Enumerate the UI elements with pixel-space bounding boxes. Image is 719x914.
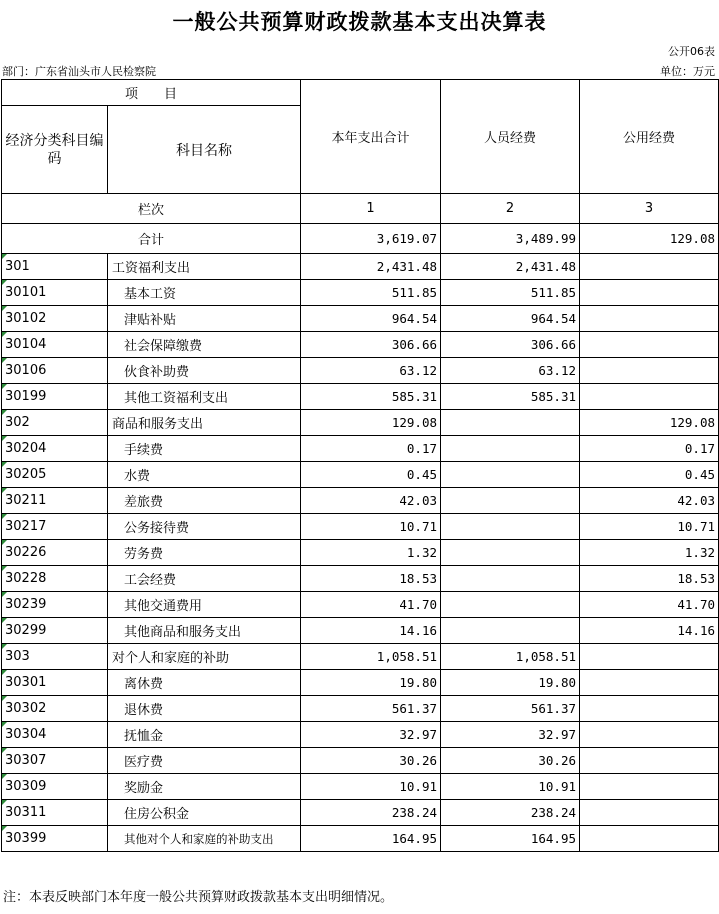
- header-econ-code: 经济分类科目编码: [2, 106, 108, 194]
- row-name: 公务接待费: [108, 514, 301, 540]
- row-code: [2, 280, 108, 306]
- row-personnel: 964.54: [441, 306, 580, 332]
- row-name: 伙食补助费: [108, 358, 301, 384]
- row-name: 奖励金: [108, 774, 301, 800]
- row-total: 42.03: [301, 488, 441, 514]
- cell-marker-icon: [2, 696, 7, 701]
- row-code-text: 30228: [5, 571, 47, 586]
- cell-marker-icon: [2, 540, 7, 545]
- row-public: [580, 670, 719, 696]
- header-subject-name: 科目名称: [108, 106, 301, 194]
- row-public: 10.71: [580, 514, 719, 540]
- row-total: 10.71: [301, 514, 441, 540]
- budget-table: [1, 79, 719, 852]
- cell-marker-icon: [2, 774, 7, 779]
- row-code: [2, 332, 108, 358]
- row-public: [580, 332, 719, 358]
- row-code: [2, 774, 108, 800]
- table-row: [2, 280, 719, 306]
- row-public: [580, 306, 719, 332]
- table-row: [2, 358, 719, 384]
- cell-marker-icon: [2, 618, 7, 623]
- table-row: [2, 462, 719, 488]
- row-code-text: 30309: [5, 779, 47, 794]
- row-public: [580, 644, 719, 670]
- row-code-text: 30307: [5, 753, 47, 768]
- row-code: [2, 696, 108, 722]
- table-row: [2, 254, 719, 280]
- table-row: [2, 332, 719, 358]
- column-index-2: 2: [441, 194, 580, 224]
- row-personnel: 585.31: [441, 384, 580, 410]
- row-public: 129.08: [580, 410, 719, 436]
- cell-marker-icon: [2, 722, 7, 727]
- row-total: 511.85: [301, 280, 441, 306]
- row-personnel: 10.91: [441, 774, 580, 800]
- cell-marker-icon: [2, 384, 7, 389]
- row-code: [2, 384, 108, 410]
- header-personnel: 人员经费: [441, 80, 580, 194]
- row-code: [2, 800, 108, 826]
- row-code: [2, 592, 108, 618]
- row-code-text: 30106: [5, 363, 47, 378]
- table-row: [2, 644, 719, 670]
- column-index-row: [2, 194, 719, 224]
- row-total: 2,431.48: [301, 254, 441, 280]
- cell-marker-icon: [2, 800, 7, 805]
- row-personnel: 306.66: [441, 332, 580, 358]
- row-name: 其他交通费用: [108, 592, 301, 618]
- unit-label: 单位：万元: [660, 65, 715, 78]
- row-code-text: 302: [5, 415, 30, 430]
- row-public: [580, 384, 719, 410]
- row-name: 工资福利支出: [108, 254, 301, 280]
- row-code: [2, 722, 108, 748]
- row-total: 0.45: [301, 462, 441, 488]
- summary-label: 合计: [2, 224, 301, 254]
- row-total: 561.37: [301, 696, 441, 722]
- table-row: [2, 488, 719, 514]
- table-row: [2, 618, 719, 644]
- summary-public: 129.08: [580, 224, 719, 254]
- row-personnel: [441, 410, 580, 436]
- cell-marker-icon: [2, 462, 7, 467]
- row-code: [2, 748, 108, 774]
- row-personnel: [441, 592, 580, 618]
- cell-marker-icon: [2, 514, 7, 519]
- row-name: 基本工资: [108, 280, 301, 306]
- row-personnel: 164.95: [441, 826, 580, 852]
- summary-row: [2, 224, 719, 254]
- row-public: 18.53: [580, 566, 719, 592]
- cell-marker-icon: [2, 566, 7, 571]
- table-row: [2, 436, 719, 462]
- summary-personnel: 3,489.99: [441, 224, 580, 254]
- row-total: 964.54: [301, 306, 441, 332]
- row-public: [580, 748, 719, 774]
- row-code: [2, 670, 108, 696]
- row-personnel: 19.80: [441, 670, 580, 696]
- row-code-text: 30102: [5, 311, 47, 326]
- table-row: [2, 384, 719, 410]
- row-public: 14.16: [580, 618, 719, 644]
- row-code: [2, 540, 108, 566]
- row-public: [580, 722, 719, 748]
- row-personnel: 511.85: [441, 280, 580, 306]
- row-code-text: 30299: [5, 623, 47, 638]
- row-code: [2, 566, 108, 592]
- header-item: 项 目: [2, 80, 301, 106]
- row-personnel: 63.12: [441, 358, 580, 384]
- row-code: [2, 644, 108, 670]
- row-total: 18.53: [301, 566, 441, 592]
- row-public: [580, 826, 719, 852]
- row-code-text: 30301: [5, 675, 47, 690]
- row-personnel: [441, 462, 580, 488]
- form-number: 公开06表: [668, 45, 715, 58]
- row-name: 津贴补贴: [108, 306, 301, 332]
- row-personnel: 1,058.51: [441, 644, 580, 670]
- row-name: 抚恤金: [108, 722, 301, 748]
- cell-marker-icon: [2, 254, 7, 259]
- row-total: 0.17: [301, 436, 441, 462]
- cell-marker-icon: [2, 280, 7, 285]
- cell-marker-icon: [2, 306, 7, 311]
- page-title: 一般公共预算财政拨款基本支出决算表: [172, 9, 547, 34]
- row-code: [2, 618, 108, 644]
- row-code-text: 30199: [5, 389, 47, 404]
- cell-marker-icon: [2, 644, 7, 649]
- row-public: 1.32: [580, 540, 719, 566]
- row-code-text: 30104: [5, 337, 47, 352]
- row-code: [2, 410, 108, 436]
- header-row-top: [2, 80, 719, 106]
- row-public: [580, 696, 719, 722]
- row-public: [580, 280, 719, 306]
- row-total: 585.31: [301, 384, 441, 410]
- row-code: [2, 826, 108, 852]
- cell-marker-icon: [2, 592, 7, 597]
- row-personnel: [441, 618, 580, 644]
- row-code-text: 30211: [5, 493, 47, 508]
- cell-marker-icon: [2, 332, 7, 337]
- column-index-label: 栏次: [2, 194, 301, 224]
- row-total: 238.24: [301, 800, 441, 826]
- row-name: 医疗费: [108, 748, 301, 774]
- row-personnel: 561.37: [441, 696, 580, 722]
- row-public: [580, 254, 719, 280]
- table-row: [2, 566, 719, 592]
- row-code: [2, 358, 108, 384]
- table-row: [2, 306, 719, 332]
- row-name: 商品和服务支出: [108, 410, 301, 436]
- header-public: 公用经费: [580, 80, 719, 194]
- table-row: [2, 800, 719, 826]
- row-code-text: 30399: [5, 831, 47, 846]
- row-code: [2, 436, 108, 462]
- row-code-text: 30302: [5, 701, 47, 716]
- row-name: 社会保障缴费: [108, 332, 301, 358]
- row-code-text: 303: [5, 649, 30, 664]
- row-personnel: [441, 436, 580, 462]
- row-name: 手续费: [108, 436, 301, 462]
- row-name: 退休费: [108, 696, 301, 722]
- row-public: 41.70: [580, 592, 719, 618]
- row-total: 10.91: [301, 774, 441, 800]
- row-name: 对个人和家庭的补助: [108, 644, 301, 670]
- row-name: 劳务费: [108, 540, 301, 566]
- row-public: [580, 774, 719, 800]
- table-row: [2, 540, 719, 566]
- table-row: [2, 774, 719, 800]
- row-personnel: 32.97: [441, 722, 580, 748]
- table-row: [2, 826, 719, 852]
- row-total: 32.97: [301, 722, 441, 748]
- row-total: 1,058.51: [301, 644, 441, 670]
- row-personnel: 30.26: [441, 748, 580, 774]
- column-index-3: 3: [580, 194, 719, 224]
- table-row: [2, 514, 719, 540]
- row-total: 306.66: [301, 332, 441, 358]
- row-code: [2, 254, 108, 280]
- row-total: 63.12: [301, 358, 441, 384]
- row-code: [2, 514, 108, 540]
- row-code-text: 30101: [5, 285, 47, 300]
- table-row: [2, 670, 719, 696]
- row-name: 其他工资福利支出: [108, 384, 301, 410]
- row-personnel: 2,431.48: [441, 254, 580, 280]
- table-row: [2, 592, 719, 618]
- row-personnel: [441, 514, 580, 540]
- cell-marker-icon: [2, 670, 7, 675]
- row-total: 41.70: [301, 592, 441, 618]
- row-code-text: 30226: [5, 545, 47, 560]
- row-code-text: 301: [5, 259, 30, 274]
- cell-marker-icon: [2, 748, 7, 753]
- row-name: 住房公积金: [108, 800, 301, 826]
- row-code-text: 30205: [5, 467, 47, 482]
- row-personnel: [441, 566, 580, 592]
- cell-marker-icon: [2, 826, 7, 831]
- table-row: [2, 410, 719, 436]
- row-total: 19.80: [301, 670, 441, 696]
- cell-marker-icon: [2, 436, 7, 441]
- row-total: 1.32: [301, 540, 441, 566]
- row-code: [2, 462, 108, 488]
- footnote: 注：本表反映部门本年度一般公共预算财政拨款基本支出明细情况。: [3, 890, 394, 905]
- row-public: 42.03: [580, 488, 719, 514]
- row-code-text: 30239: [5, 597, 47, 612]
- row-name: 离休费: [108, 670, 301, 696]
- department-label: 部门：广东省汕头市人民检察院: [2, 65, 156, 78]
- row-name: 其他对个人和家庭的补助支出: [108, 826, 301, 852]
- row-total: 14.16: [301, 618, 441, 644]
- row-total: 30.26: [301, 748, 441, 774]
- column-index-1: 1: [301, 194, 441, 224]
- row-total: 129.08: [301, 410, 441, 436]
- row-name: 差旅费: [108, 488, 301, 514]
- table-row: [2, 722, 719, 748]
- row-total: 164.95: [301, 826, 441, 852]
- row-public: 0.17: [580, 436, 719, 462]
- summary-total: 3,619.07: [301, 224, 441, 254]
- row-name: 工会经费: [108, 566, 301, 592]
- header-total: 本年支出合计: [301, 80, 441, 194]
- table-row: [2, 696, 719, 722]
- row-public: [580, 800, 719, 826]
- row-code-text: 30204: [5, 441, 47, 456]
- row-public: 0.45: [580, 462, 719, 488]
- row-personnel: 238.24: [441, 800, 580, 826]
- row-personnel: [441, 488, 580, 514]
- cell-marker-icon: [2, 358, 7, 363]
- row-code-text: 30217: [5, 519, 47, 534]
- row-code-text: 30311: [5, 805, 47, 820]
- cell-marker-icon: [2, 410, 7, 415]
- row-name: 其他商品和服务支出: [108, 618, 301, 644]
- table-row: [2, 748, 719, 774]
- row-code: [2, 488, 108, 514]
- row-personnel: [441, 540, 580, 566]
- row-code: [2, 306, 108, 332]
- cell-marker-icon: [2, 488, 7, 493]
- row-public: [580, 358, 719, 384]
- row-name: 水费: [108, 462, 301, 488]
- row-code-text: 30304: [5, 727, 47, 742]
